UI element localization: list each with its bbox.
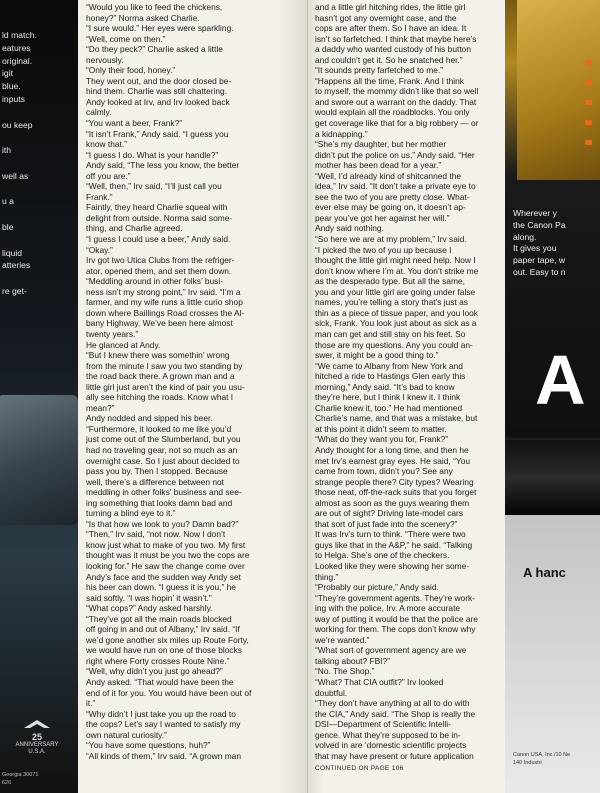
story-line: ing with the police, Irv. A more accurate — [315, 603, 461, 614]
story-line: working for them. The cops don’t know why — [315, 624, 476, 635]
story-line: we’d gone another six miles up Route Forty, — [86, 634, 249, 645]
story-line: DSI—Department of Scientific Intelli- — [315, 719, 451, 730]
story-line: volved in are ‘domestic scientific projects — [315, 740, 467, 751]
story-line: “They’re government agents. They’re work- — [315, 592, 475, 603]
ad-address-line: 626 — [2, 780, 12, 786]
ad-printer-image — [505, 440, 600, 515]
story-line: that sort of just fade into the scenery?” — [315, 518, 458, 529]
story-line: “I guess I could use a beer,” Andy said. — [86, 234, 231, 245]
story-line: meddling in other folks’ business and see- — [86, 487, 242, 498]
story-line: ally see hitching the roads. Know what I — [86, 392, 234, 403]
story-line: “All kinds of them,” Irv said. “A grown man — [86, 750, 241, 761]
story-line: “Meddling around in other folks’ busi- — [86, 276, 224, 287]
story-line: are out of sight? Driving late-model cars — [315, 508, 464, 519]
story-line: “It sounds pretty farfetched to me.” — [315, 65, 444, 76]
story-line: you and your little girl are going under false — [315, 286, 476, 297]
story-line: at this point it didn’t seem to matter. — [315, 423, 447, 434]
story-line: “You have some questions, huh?” — [86, 740, 211, 751]
story-line: thought was it must be you two the cops are — [86, 550, 250, 561]
story-line: “They’ve got all the main roads blocked — [86, 613, 232, 624]
story-line: way of putting it would be that the police are — [315, 613, 478, 624]
story-line: Andy said nothing. — [315, 223, 384, 234]
story-line: hasn’t got any overnight case, and the — [315, 12, 457, 23]
anniversary-country: U.S.A. — [28, 749, 46, 756]
story-line: “Well, come on then.” — [86, 33, 166, 44]
story-line: thing.” — [315, 571, 339, 582]
story-line: ever else may be going on, it doesn’t ap- — [315, 202, 466, 213]
story-line: Andy asked. “That would have been the — [86, 677, 234, 687]
story-line: to myself, the mommy didn’t like that so well — [315, 86, 479, 97]
story-line: see the two of you are pretty close. What- — [315, 191, 470, 202]
story-line: those are my questions. Any you could an- — [315, 339, 473, 350]
story-line: Andy nodded and sipped his beer. — [86, 413, 213, 424]
story-line: end of it for you. You would have been out of — [86, 687, 252, 698]
story-line: a kidnapping.” — [315, 128, 368, 139]
story-line: thought the little girl might need help. Now I — [315, 255, 476, 266]
story-line: “I guess I do. What is your handle?” — [86, 149, 219, 160]
calculator-key — [585, 140, 592, 145]
story-line: thin as a piece of tissue paper, and you look — [315, 307, 478, 318]
ad-text-line: eatures — [2, 42, 31, 53]
story-line: calmly. — [86, 107, 112, 118]
story-line: Andy said, “The less you know, the better — [86, 160, 240, 171]
story-line: a daddy who wanted custody of his button — [315, 44, 471, 55]
story-line: know just what to make of you two. My first — [86, 539, 246, 550]
story-line: off going in and out of Albany,” Irv said. “If — [86, 624, 240, 635]
story-line: “Then,” Irv said, “not now. Now I don’t — [86, 529, 226, 540]
story-line: own natural curiosity.” — [86, 729, 167, 740]
story-line: idea,” Irv said. “It don’t take a private eye to — [315, 181, 476, 192]
story-line: had no traveling gear, not so much as an — [86, 444, 238, 455]
ad-text-line: along. — [513, 231, 537, 242]
story-line: well, there’s a difference between not — [86, 476, 224, 487]
story-line: He glanced at Andy. — [86, 339, 161, 350]
continued-footer: CONTINUED ON PAGE 106 — [315, 765, 404, 773]
story-line: “Well, then,” Irv said, “I’ll just call you — [86, 181, 222, 192]
ad-tagline: A hanc — [523, 565, 566, 580]
story-line: Irv got two Utica Clubs from the refriger- — [86, 255, 235, 266]
story-line: didn’t put the police on us,” Andy said. “Her — [315, 149, 475, 160]
story-line: gence. What they’re supposed to be in- — [315, 729, 461, 740]
story-line: right where Forty crosses Route Nine.” — [86, 655, 230, 666]
story-line: “What do they want you for, Frank?” — [315, 434, 449, 445]
story-line: “Well, I’d already kind of shitcanned the — [315, 170, 462, 181]
story-line: Andy thought for a long time, and then he — [315, 444, 469, 455]
story-line: met Irv’s earnest gray eyes. He said, “You — [315, 455, 471, 466]
story-line: Charlie’s name, and that was a mistake, but — [315, 413, 478, 424]
story-line: doubtful. — [315, 687, 348, 698]
story-line: came from town, didn’t you? See any — [315, 466, 453, 477]
story-line: “Is that how we look to you? Damn bad?” — [86, 518, 239, 529]
story-line: the cops? Let’s say I wanted to satisfy my — [86, 719, 241, 730]
anniversary-logo — [2, 718, 72, 756]
story-line: his beer can down. “I guess it is you,” he — [86, 582, 236, 593]
story-line: “What sort of government agency are we — [315, 645, 467, 656]
story-line: we would have run on one of those blocks — [86, 645, 242, 656]
story-line: the road back there. A grown man and a — [86, 371, 235, 382]
story-line: “You want a beer, Frank?” — [86, 118, 183, 129]
story-line: sick, Frank. You look just about as sick as a — [315, 318, 477, 329]
story-line: don’t know where I’m at. You don’t strike me — [315, 265, 479, 276]
story-line: mother has been dead for a year.” — [315, 160, 442, 171]
story-line: and a little girl hitching rides, the little girl — [315, 2, 466, 12]
right-advertisement — [505, 0, 600, 793]
story-line: “Only their food, honey.” — [86, 65, 176, 76]
story-line: It was Irv’s turn to think. “There were two — [315, 529, 466, 540]
calculator-key — [585, 60, 592, 65]
story-line: isn’t so farfetched. I think that maybe here’s — [315, 33, 477, 44]
ad-text-line: well as — [2, 170, 29, 181]
story-line: delight from outside. Norma said some- — [86, 212, 233, 223]
story-line: “Do they peck?” Charlie asked a little — [86, 44, 223, 55]
anniversary-number: 25 — [31, 732, 42, 742]
story-line: looking for.” He saw the change come over — [86, 560, 245, 571]
ad-text-line: ith — [2, 145, 12, 156]
ad-legal-line: 140 Industri — [513, 760, 542, 766]
ad-text-line: It gives you — [513, 243, 557, 254]
story-line: ness isn’t my strong point,” Irv said. “I’m a — [86, 286, 241, 297]
ad-text-line: inputs — [2, 94, 25, 104]
story-column-left — [86, 2, 251, 761]
story-line: Charlie knew it, too.” He had mentioned — [315, 402, 463, 413]
story-line: swer, it might be a good thing to.” — [315, 350, 439, 361]
story-line: guys like that in the A&P,” he said. “Talking — [315, 539, 473, 550]
story-line: as the desperado type. But all the same, — [315, 276, 465, 287]
story-line: talking about? FBI?” — [315, 655, 390, 666]
story-line: “It isn’t Frank,” Andy said. “I guess you — [86, 128, 229, 139]
story-line: hind them. Charlie was still chattering. — [86, 86, 228, 97]
story-line: “I sure would.” Her eyes were sparkling. — [86, 23, 234, 34]
ad-legal-line: Canon USA, Inc./10 Ne — [513, 752, 571, 758]
story-line: from the minute I saw you two standing by — [86, 360, 243, 371]
ad-text-line: u a — [2, 196, 14, 207]
ad-address-line: Georgia 30071 — [2, 772, 39, 778]
story-line: nervously. — [86, 54, 124, 65]
story-line: those neat, off-the-rack suits that you forget — [315, 487, 477, 498]
story-line: “We came to Albany from New York and — [315, 360, 463, 371]
ad-text-line: original. — [2, 55, 33, 66]
ad-text-line: the Canon Pa — [513, 219, 566, 230]
story-line: “She’s my daughter, but her mother — [315, 139, 447, 150]
calculator-key — [585, 80, 592, 85]
story-line: hitched a ride to Hastings Glen early this — [315, 371, 466, 382]
story-line: just come out of the Slumberland, but you — [86, 434, 241, 445]
ad-text-line: atteries — [2, 260, 31, 271]
story-line: “Would you like to feed the chickens, — [86, 2, 223, 12]
ad-text-line: ble — [2, 222, 14, 232]
story-line: “Happens all the time, Frank. And I think — [315, 75, 464, 86]
story-line: mean?” — [86, 402, 115, 413]
ad-text-line: liquid — [2, 247, 23, 258]
story-line: “So here we are at my problem,” Irv said. — [315, 234, 467, 245]
story-line: they’re here, but I think I knew it. I think — [315, 392, 461, 403]
ad-device-image — [0, 395, 78, 525]
story-line: would explain all the roadblocks. You only — [315, 107, 470, 118]
story-line: “Why didn’t I just take you up the road to — [86, 708, 236, 719]
story-line: man can get and still stay on his feet. So — [315, 328, 466, 339]
ad-text-line: out. Easy to n — [513, 267, 566, 277]
story-line: Frank.” — [86, 191, 113, 202]
story-line: little girl just aren’t the kind of pair you usu- — [86, 381, 245, 392]
story-line: cops are after them. So I have an idea. It — [315, 23, 467, 34]
anniversary-label: ANNIVERSARY — [15, 742, 59, 749]
story-line: “Furthermore, it looked to me like you’d — [86, 423, 232, 434]
story-line: “What cops?” Andy asked harshly. — [86, 603, 213, 614]
ad-headline-letter: A — [535, 341, 586, 419]
calculator-key — [585, 100, 592, 105]
ad-text-line: ou keep — [2, 119, 33, 130]
story-line: “Probably our picture,” Andy said. — [315, 582, 439, 593]
story-line: honey?” Norma asked Charlie. — [86, 12, 200, 23]
story-line: get coverage like that for a big robbery — or — [315, 118, 479, 129]
ad-text-line: ld match. — [2, 30, 37, 40]
story-line: said softly. “I was hopin’ it wasn’t.” — [86, 592, 212, 603]
story-line: “They don’t have anything at all to do with — [315, 698, 470, 709]
left-advertisement — [0, 0, 78, 793]
story-line: it.” — [86, 698, 96, 709]
story-line: strange people there? City types? Wearing — [315, 476, 474, 487]
story-line: pear you’ve got her against her will.” — [315, 212, 450, 223]
story-line: turning a blind eye to it.” — [86, 508, 176, 519]
ad-text-line: paper tape, w — [513, 255, 566, 266]
story-line: ing something that looks damn bad and — [86, 497, 233, 508]
ad-text-line: re get- — [2, 286, 27, 296]
story-line: morning,” Andy said. “It’s bad to know — [315, 381, 455, 392]
story-line: “But I knew there was somethin’ wrong — [86, 350, 230, 361]
story-line: “Well, why didn’t you just go ahead?” — [86, 666, 223, 677]
story-line: Looked like they were showing her some- — [315, 560, 470, 571]
story-line: down where Baillings Road crosses the Al- — [86, 307, 245, 318]
story-line: “What? That CIA outfit?” Irv looked — [315, 677, 444, 687]
story-line: and couldn’t get it. So he snatched her.” — [315, 54, 463, 65]
story-line: thing, and Charlie agreed. — [86, 223, 183, 234]
ad-text-line: Wherever y — [513, 208, 557, 218]
story-line: pass you by. Then I stopped. Because — [86, 466, 228, 477]
ad-calculator-image — [517, 0, 600, 180]
story-line: They went out, and the door closed be- — [86, 75, 232, 86]
story-line: Andy’s face and the sudden way Andy set — [86, 571, 241, 582]
story-line: we’re wanted.” — [315, 634, 370, 645]
story-line: ator, opened them, and set them down. — [86, 265, 232, 276]
story-line: the CIA,” Andy said. “The Shop is really the — [315, 708, 476, 719]
story-line: “No. The Shop.” — [315, 666, 375, 677]
story-line: off you are.” — [86, 170, 131, 181]
story-line: Faintly, they heard Charlie squeal with — [86, 202, 228, 213]
ad-text-line: igit — [2, 68, 13, 79]
story-line: to Helga. She’s one of the checkers. — [315, 550, 450, 561]
story-line: names, you’re telling a story that’s just as — [315, 297, 468, 308]
story-line: know that.” — [86, 139, 127, 150]
ad-text-line: blue. — [2, 81, 21, 92]
story-line: and swore out a warrant on the daddy. That — [315, 96, 477, 107]
story-line: overnight case. So I just about decided to — [86, 455, 240, 466]
story-line: almost as soon as the guys wearing them — [315, 497, 470, 508]
story-line: that may have present or future application — [315, 750, 474, 761]
story-line: “I picked the two of you up because I — [315, 244, 452, 255]
story-line: Andy looked at Irv, and Irv looked back — [86, 96, 230, 107]
calculator-key — [585, 120, 592, 125]
anniversary-wing-icon — [22, 718, 52, 732]
story-page-right — [308, 0, 505, 793]
story-page-left — [78, 0, 308, 793]
story-line: bany Highway. We’ve been here almost — [86, 318, 233, 329]
story-line: farmer, and my wife runs a little curio shop — [86, 297, 243, 308]
story-column-right — [315, 2, 478, 775]
story-line: “Okay.” — [86, 244, 113, 255]
story-line: twenty years.” — [86, 328, 139, 339]
